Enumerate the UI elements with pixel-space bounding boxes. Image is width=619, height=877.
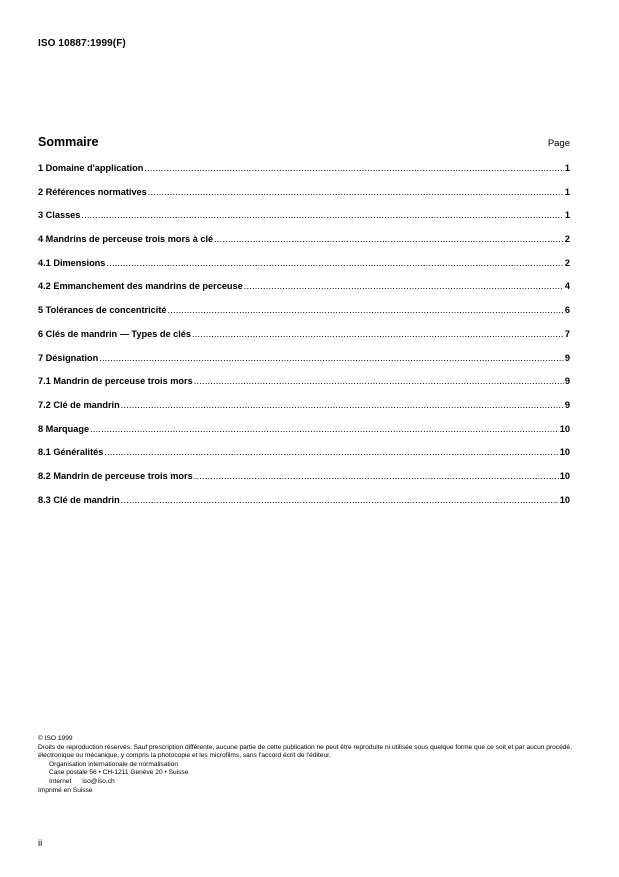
toc-entry-page: 6 [564, 305, 570, 316]
toc-entry[interactable] [38, 258, 570, 282]
toc-entry-title: 5 Tolérances de concentricité [38, 305, 167, 316]
toc-entry-page: 10 [559, 470, 570, 481]
toc-entry-title: 8.3 Clé de mandrin [38, 494, 120, 505]
toc-entry-title: 7.1 Mandrin de perceuse trois mors [38, 376, 193, 387]
toc-dot-leader [192, 329, 564, 339]
toc-entry[interactable] [38, 329, 570, 353]
toc-entry-page: 10 [559, 423, 570, 434]
toc-entry-page: 1 [564, 163, 570, 173]
toc-dot-leader [194, 471, 559, 481]
toc-entry[interactable] [38, 400, 570, 424]
toc-entry-title: 4 Mandrins de perceuse trois mors à clé [38, 234, 214, 245]
toc-entry-title: 8.2 Mandrin de perceuse trois mors [38, 470, 193, 481]
toc-entry-title: 8.1 Généralités [38, 447, 104, 458]
toc-dot-leader [106, 258, 563, 268]
toc-dot-leader [148, 187, 564, 197]
toc-entry-page: 10 [559, 494, 570, 505]
toc-dot-leader [244, 281, 564, 291]
toc-entry[interactable] [38, 376, 570, 400]
toc-entry-page: 1 [564, 186, 570, 197]
toc-entry[interactable] [38, 305, 570, 329]
table-of-contents [38, 163, 570, 518]
toc-dot-leader [121, 495, 559, 505]
toc-entry[interactable] [38, 424, 570, 448]
rights-notice: Droits de reproduction réservés. Sauf prescription différente, aucune partie de cette publication ne peut être reproduite ni utilisée sous quelque forme que ce soit et par aucun procédé, électronique ou mécanique, y compris la photocopie et les microfilms, sans l'accord écrit de l'éditeur. [38, 743, 572, 760]
toc-page-column-label: Page [547, 138, 570, 149]
copyright-footer [38, 735, 578, 795]
document-code: ISO 10887:1999(F) [38, 38, 126, 49]
toc-entry-title: 1 Domaine d'application [38, 163, 144, 173]
toc-entry-title: 2 Références normatives [38, 186, 147, 197]
printed-in: Imprimé en Suisse [38, 786, 93, 794]
toc-entry-page: 9 [564, 399, 570, 410]
toc-entry-title: 3 Classes [38, 210, 81, 221]
toc-title: Sommaire [38, 135, 99, 149]
toc-entry-page: 2 [564, 234, 570, 245]
toc-entry-title: 7 Désignation [38, 352, 99, 363]
toc-entry[interactable] [38, 163, 570, 187]
toc-dot-leader [121, 400, 564, 410]
toc-entry-page: 4 [564, 281, 570, 292]
toc-dot-leader [168, 305, 564, 315]
toc-dot-leader [99, 353, 564, 363]
internet-contact: Internet iso@iso.ch [49, 777, 115, 785]
toc-entry[interactable] [38, 187, 570, 211]
toc-entry[interactable] [38, 234, 570, 258]
toc-dot-leader [214, 234, 564, 244]
toc-entry-page: 2 [564, 257, 570, 268]
toc-entry[interactable] [38, 447, 570, 471]
toc-dot-leader [194, 376, 564, 386]
toc-entry-title: 4.2 Emmanchement des mandrins de perceuse [38, 281, 243, 292]
copyright-line: © ISO 1999 [38, 735, 73, 742]
toc-entry[interactable] [38, 495, 570, 519]
page-number: ii [38, 838, 43, 849]
toc-entry-page: 9 [564, 352, 570, 363]
toc-dot-leader [104, 447, 558, 457]
toc-entry-page: 7 [564, 328, 570, 339]
toc-dot-leader [144, 163, 564, 173]
toc-entry-page: 9 [564, 376, 570, 387]
toc-entry[interactable] [38, 210, 570, 234]
toc-entry[interactable] [38, 471, 570, 495]
toc-entry-title: 7.2 Clé de mandrin [38, 399, 120, 410]
toc-dot-leader [90, 424, 559, 434]
toc-entry-page: 10 [559, 447, 570, 458]
toc-dot-leader [81, 210, 563, 220]
toc-entry[interactable] [38, 353, 570, 377]
toc-entry[interactable] [38, 281, 570, 305]
toc-entry-title: 6 Clés de mandrin — Types de clés [38, 328, 192, 339]
toc-entry-page: 1 [564, 210, 570, 221]
toc-entry-title: 8 Marquage [38, 423, 90, 434]
postal-address: Case postale 56 • CH-1211 Genève 20 • Suisse [49, 769, 189, 777]
organisation-name: Organisation internationale de normalisation [49, 760, 179, 768]
toc-entry-title: 4.1 Dimensions [38, 257, 106, 268]
